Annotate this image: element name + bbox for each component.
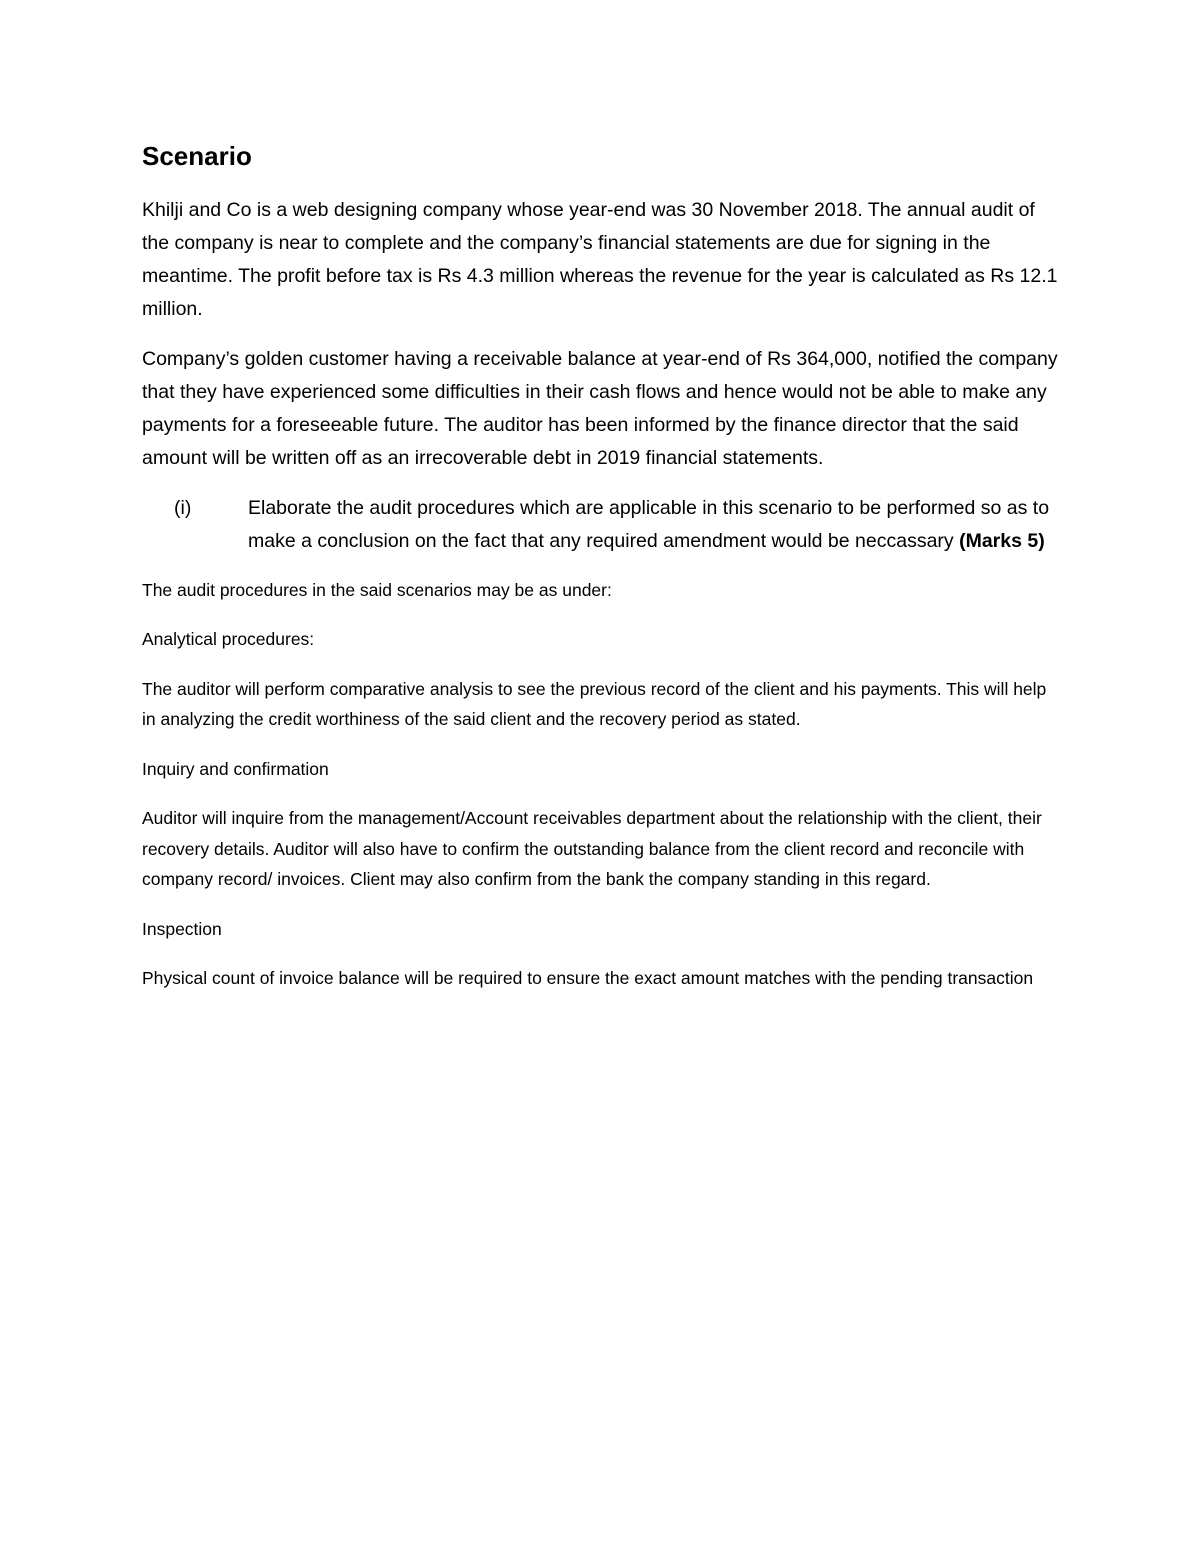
- scenario-paragraph-1: Khilji and Co is a web designing company whose year-end was 30 November 2018. The annual audit of the company is near to complete and the company’s financial statements are due for signing in the meantime. The profit before tax is Rs 4.3 million whereas the revenue for the year is calculated as Rs 12.1 million.: [142, 198, 1058, 320]
- analytical-text: The auditor will perform comparative analysis to see the previous record of the client and his payments. This will help in analyzing the credit worthiness of the said client and the recovery period as stated.: [142, 678, 1047, 730]
- document-heading: Scenario: [142, 141, 252, 171]
- question-marks: (Marks 5): [959, 529, 1045, 552]
- inspection-heading: Inspection: [142, 918, 222, 939]
- question-number: (i): [174, 496, 192, 519]
- inquiry-text: Auditor will inquire from the management/Account receivables department about the relationship with the client, their recovery details. Auditor will also have to confirm the outstanding balance from the client record and reconcile with company record/ invoices. Client may also confirm from the bank the company standing in this regard.: [142, 808, 1042, 890]
- inquiry-heading: Inquiry and confirmation: [142, 758, 329, 779]
- scenario-paragraph-2: Company’s golden customer having a receivable balance at year-end of Rs 364,000, notified the company that they have experienced some difficulties in their cash flows and hence would not be able to make any payments for a foreseeable future. The auditor has been informed by the finance director that the said amount will be written off as an irrecoverable debt in 2019 financial statements.: [142, 347, 1058, 469]
- question-text: Elaborate the audit procedures which are applicable in this scenario to be performed so as to make a conclusion on the fact that any required amendment would be neccassary: [248, 496, 1050, 552]
- document-page: [142, 140, 1062, 1013]
- answer-intro: The audit procedures in the said scenarios may be as under:: [142, 579, 612, 600]
- analytical-heading: Analytical procedures:: [142, 629, 315, 650]
- inspection-text: Physical count of invoice balance will be required to ensure the exact amount matches with the pending transaction: [142, 968, 1034, 989]
- question-item: [142, 492, 1062, 558]
